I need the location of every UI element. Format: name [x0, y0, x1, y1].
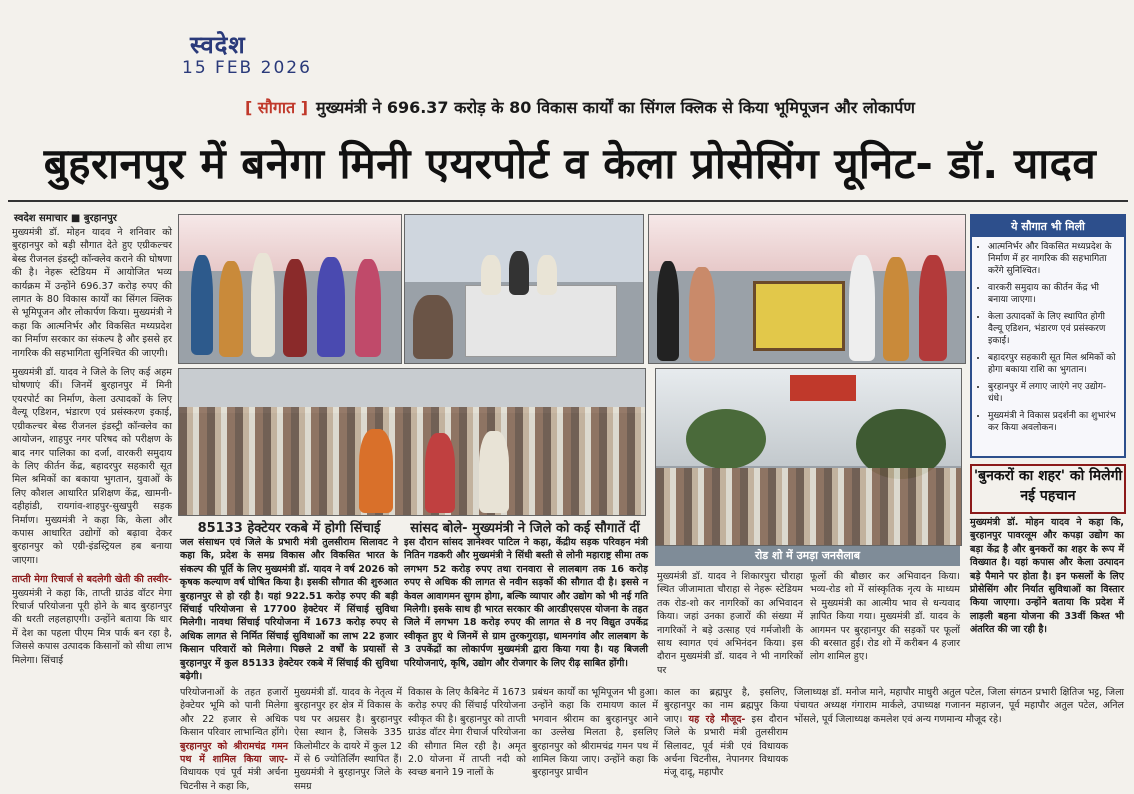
bottom-col-4: प्रबंधन कार्यों का भूमिपूजन भी हुआ। उन्होंने कहा कि रामायण काल में भगवान श्रीराम का बुरहानपुर आने का उल्लेख मिलता है, इसलिए बुरहानपुर को श्रीरामचंद्र गमन पथ में शामिल किया जाए। उन्होंने कहा कि बुरहानपुर प्राचीन — [532, 687, 658, 779]
bottom-col-2: मुख्यमंत्री डॉ. यादव के नेतृत्व में बुरहानपुर हर क्षेत्र में विकास के पथ पर अग्रसर है। बुरहानपुर ऐसा स्थान है, जिसके 335 किलोमीटर के दायरे में कुल 12 में से 6 ज्योतिर्लिंग स्थापित हैं। मुख्यमंत्री ने बुरहानपुर जिले के समग्र — [294, 687, 402, 792]
left-subhead: ताप्ती मेगा रिचार्ज से बदलेगी खेती की तस्वीर- — [12, 574, 172, 586]
roadshow-right: फूलों की बौछार कर अभिवादन किया। भव्य-रोड शो में सांस्कृतिक नृत्य के माध्यम से मुख्यमंत्री का आत्मीय भाव से धन्यवाद ज्ञापित किया गया। मुख्यमंत्री डॉ. यादव के आगमन पर बुरहानपुर की सड़कों पर फूलों की बरसात हुई। रोड शो में करीबन 4 हजार लोग शामिल हुए। — [810, 571, 960, 663]
sidebox-item: • बुरहानपुर में लगाए जाएंगे नए उद्योग-धंधे। — [988, 381, 1120, 405]
irrigation-body: जल संसाधन एवं जिले के प्रभारी मंत्री तुलसीराम सिलावट ने कहा कि, प्रदेश के समग्र विकास और विकसित भारत के संकल्प की पूर्ति के लिए मुख्यमंत्री डॉ. यादव ने वर्ष 2026 को कृषक कल्याण वर्ष घोषित किया है। इसकी सौगात की शुरुआत बुरहानपुर से हो रही है। यहां 922.51 करोड़ रुपए की बड़ी सिंचाई परियोजना से 17700 हेक्टेयर में सिंचाई सुविधा मिलेगी। नावथा सिंचाई परियोजना में 1673 करोड़ रुपए से अधिक लागत से निर्मित सिंचाई सुविधाओं का लाभ 22 हजार किसान परिवारों को मिलेगा। पिछले 2 वर्षों के प्रयासों से बुरहानपुर में कुल 85133 हेक्टेयर रकबे में सिंचाई की सुविधा बढ़ेगी। — [180, 537, 398, 683]
left-column — [12, 226, 172, 788]
sidebox-item: • बहादरपुर सहकारी सूत मिल श्रमिकों को होगा बकाया राशि का भुगतान। — [988, 352, 1120, 376]
sidebox-item: • केला उत्पादकों के लिए स्थापित होगी वैल्यू एडिशन, भंडारण एवं प्रसंस्करण इकाई। — [988, 311, 1120, 347]
weavers-bottom: जिलाध्यक्ष डॉ. मनोज माने, महापौर माधुरी अतुल पटेल, जिला संगठन प्रभारी क्षितिज भट्ट, जिला पंचायत अध्यक्ष गंगाराम मार्कले, उपाध्यक्ष गजानन महाजन, पूर्व महापौर अतुल पटेल, अनिल भोंसले, पूर्व जिलाध्यक्ष कमलेश एवं अन्य गणमान्य मौजूद रहे। — [794, 687, 1124, 725]
kicker-tag: [ सौगात ] — [245, 98, 309, 117]
left-para-2: मुख्यमंत्री डॉ. यादव ने जिले के लिए कई अहम घोषणाएं कीं। जिनमें बुरहानपुर में मिनी एयरपोर्ट का निर्माण, केला उत्पादकों के लिए वैल्यू एडिशन, भंडारण एवं प्रसंस्करण इकाई, एग्रीकल्चर बेस्ड रीजनल इंडस्ट्री कॉन्क्लेव का आयोजन, शाहपुर नगर परिषद को परीक्षण के बाद नगर पालिका का दर्जा, वारकरी समुदाय के लिए कीर्तन केंद्र, बहादरपुर सहकारी सूत मिल श्रमिकों का बकाया भुगतान, युवाओं के लिए कौशल आधारित प्रशिक्षण केंद्र, खामनी-दहीहांडी, रायगांव-शाहपुर-सुखपुरी सड़क निर्माण। मुख्यमंत्री ने कहा कि, केला और कपास आधारित उद्योगों को बढ़ावा देकर बुरहानपुर को एग्री-इंडस्ट्रियल हब बनाया जाएगा। — [12, 367, 172, 566]
mp-body: इस दौरान सांसद ज्ञानेश्वर पाटिल ने कहा, केंद्रीय सड़क परिवहन मंत्री नितिन गडकरी और मुख्यमंत्री ने सिंधी बस्ती से लोनी महाराष्ट्र सीमा तक लगभग 52 करोड़ रुपए तथा रानवारा से लालबाग तक 16 करोड़ रुपए से अधिक की लागत से नवीन सड़कों की सौगात दी है। इससे न केवल आवागमन सुगम होगा, बल्कि व्यापार और उद्योग को भी नई गति मिलेगी। इसके साथ ही भारत सरकार की आरडीएसएस योजना के तहत जिले में लगभग 18 करोड़ रुपए की लागत से 8 नए विद्युत उपकेंद्र स्वीकृत हुए थे जिनमें से ग्राम तुरकगुराड़ा, धामनगांव और लालबाग के 3 उपकेंद्रों का लोकार्पण मुख्यमंत्री द्वारा किया गया है। यह बिजली परियोजनाएं, कृषि, उद्योग और रोजगार के लिए रीढ़ साबित होंगी। — [404, 537, 648, 669]
kicker — [150, 94, 1010, 120]
present-subhead: यह रहे मौजूद- — [688, 713, 746, 725]
photo-crowd — [178, 368, 646, 516]
bottom-mid2: इस दौरान जिले के प्रभारी मंत्री तुलसीराम सिलावट, पूर्व मंत्री एवं विधायक अर्चना चिटनीस, नेपानगर विधायक मंजू दादू, महापौर — [664, 713, 788, 779]
masthead: स्वदेश — [190, 31, 246, 59]
sidebox-title: ये सौगात भी मिली — [972, 216, 1124, 237]
photo-rally-vehicle — [404, 214, 644, 364]
left-para-3: मुख्यमंत्री ने कहा कि, ताप्ती ग्राउंड वॉटर मेगा रिचार्ज परियोजना पूरी होने के बाद बुरहानपुर की धरती लहलहाएगी। उन्होंने बताया कि धार में देश का पहला पीएम मित्र पार्क बन रहा है, जिससे कपास उत्पादक किसानों को सीधा लाभ मिलेगा। सिंचाई — [12, 587, 172, 666]
photo-stage-2 — [648, 214, 966, 364]
irrigation-cont: परियोजनाओं के तहत हजारों हेक्टेयर भूमि को पानी मिलेगा और 22 हजार से अधिक किसान परिवार लाभान्वित होंगे। — [180, 687, 288, 739]
dateline: 15 FEB 2026 — [182, 58, 312, 78]
headline-rule — [8, 200, 1128, 202]
byline: स्वदेश समाचार ■ बुरहानपुर — [14, 213, 117, 224]
headline: बुहरानपुर में बनेगा मिनी एयरपोर्ट व केला प्रोसेसिंग यूनिट- डॉ. यादव — [43, 139, 1097, 188]
mp-head: सांसद बोले- मुख्यमंत्री ने जिले को कई सौगातें दीं — [410, 521, 640, 536]
bottom-col-3: विकास के लिए कैबिनेट में 1673 करोड़ रुपए की सिंचाई परियोजना स्वीकृत की है। बुरहानपुर को ताप्ती ग्राउंड वॉटर मेगा रीचार्ज परियोजना की सौगात मिल रही है। अमृत 2.0 योजना में ताप्ती नदी को स्वच्छ बनाने 19 नालों के — [408, 687, 526, 779]
left-para-1: मुख्यमंत्री डॉ. मोहन यादव ने शनिवार को बुरहानपुर को बड़ी सौगात देते हुए एग्रीकल्चर बेस्ड रीजनल इंडस्ट्री कॉन्क्लेव कराने की घोषणा की है। नेहरू स्टेडियम में आयोजित भव्य कार्यक्रम में उन्होंने 696.37 करोड़ रुपए की लागत के 80 विकास कार्यों का सिंगल क्लिक से भूमिपूजन और लोकार्पण किया। मुख्यमंत्री ने कहा कि आत्मनिर्भर और विकसित मध्यप्रदेश का निर्माण सरकार का संकल्प है और इससे हर नागरिक की सहभागिता सुनिश्चित की जाएगी। — [12, 227, 172, 359]
kicker-text: मुख्यमंत्री ने 696.37 करोड़ के 80 विकास कार्यों का सिंगल क्लिक से किया भूमिपूजन और लोकार्पण — [316, 98, 915, 117]
sidebox — [970, 214, 1126, 458]
photo-stage-1 — [178, 214, 402, 364]
roadshow-left: मुख्यमंत्री डॉ. यादव ने शिकारपुरा चौराहा स्थित जीजामाता चौराहा से नेहरू स्टेडियम तक रोड-शो कर नागरिकों का अभिवादन किया। जहां उनका हजारों की संख्या में नागरिकों ने बड़े उत्साह एवं गर्मजोशी के साथ स्वागत एवं अभिनंदन किया। इस दौरान मुख्यमंत्री डॉ. यादव ने भी नागरिकों पर — [657, 571, 803, 676]
bottom-col-1 — [180, 686, 288, 790]
weavers-body: मुख्यमंत्री डॉ. मोहन यादव ने कहा कि, बुरहानपुर पावरलूम और कपड़ा उद्योग का बड़ा केंद्र है और बुनकरों का शहर के रूप में विख्यात है। यहां कपास और केला उत्पादन बड़े पैमाने पर होता है। इन फसलों के लिए प्रोसेसिंग और निर्यात सुविधाओं का विस्तार किया जाएगा। उन्होंने बताया कि प्रदेश में लाड़ली बहना योजना की 33वीं किश्त भी अंतरित की जा रही है। — [970, 517, 1124, 636]
sidebox-item: • मुख्यमंत्री ने विकास प्रदर्शनी का शुभारंभ कर किया अवलोकन। — [988, 410, 1120, 434]
bottom-mid: काल का ब्रह्मपुर है, इसलिए, बुरहानपुर का नाम ब्रह्मपुर किया जाए। — [664, 687, 788, 725]
roadshow-tag: रोड शो में उमड़ा जनसैलाब — [655, 546, 960, 566]
irrigation-subhead: बुरहानपुर को श्रीरामचंद्र गमन पथ में शामिल किया जाए- — [180, 740, 288, 766]
sidebox-item: • वारकरी समुदाय का कीर्तन केंद्र भी बनाया जाएगा। — [988, 282, 1120, 306]
sidebox-item: • आत्मनिर्भर और विकसित मध्यप्रदेश के निर्माण में हर नागरिक की सहभागिता करेंगे सुनिश्चित। — [988, 241, 1120, 277]
bottom-col-5 — [664, 686, 788, 790]
sidebox-list — [972, 241, 1124, 434]
irrigation-head: 85133 हेक्टेयर रकबे में होगी सिंचाई — [197, 521, 381, 536]
weavers-head: 'बुनकरों का शहर' को मिलेगी नई पहचान — [970, 464, 1126, 514]
photo-roadshow — [655, 368, 962, 546]
irrigation-cont2: विधायक एवं पूर्व मंत्री अर्चना चिटनीस ने कहा कि, — [180, 767, 288, 792]
